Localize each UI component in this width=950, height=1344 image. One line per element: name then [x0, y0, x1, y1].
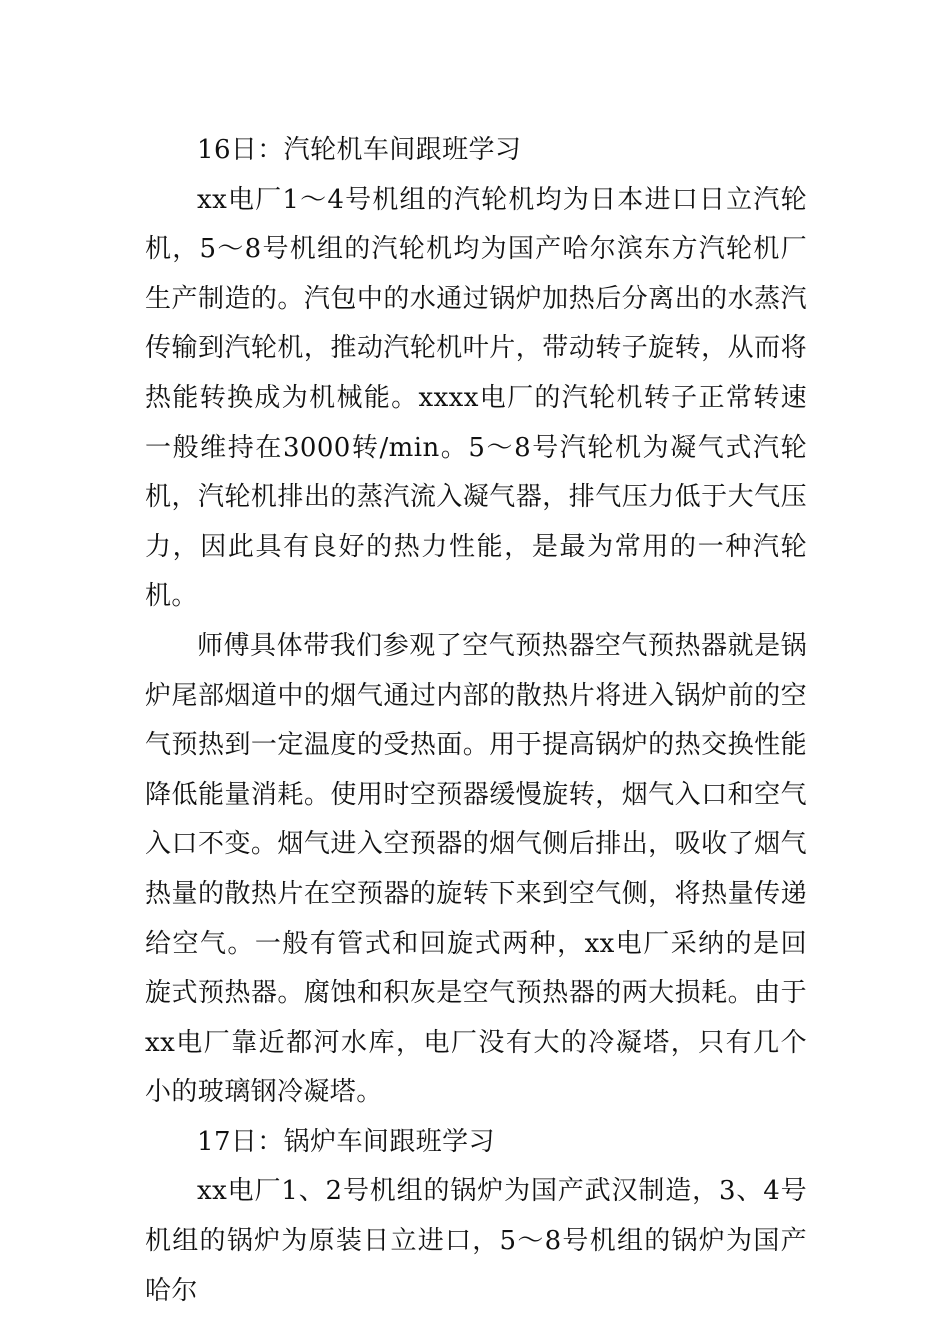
paragraph-air-preheater: 师傅具体带我们参观了空气预热器空气预热器就是锅炉尾部烟道中的烟气通过内部的散热片将进入锅炉前的空气预热到一定温度的受热面。用于提高锅炉的热交换性能降低能量消耗。使用时空预器缓慢旋转，烟气入口和空气入口不变。烟气进入空预器的烟气侧后排出，吸收了烟气热量的散热片在空预器的旋转下来到空气侧，将热量传递给空气。一般有管式和回旋式两种，xx电厂采纳的是回旋式预热器。腐蚀和积灰是空气预热器的两大损耗。由于xx电厂靠近都河水库，电厂没有大的冷凝塔，只有几个小的玻璃钢冷凝塔。 [145, 630, 807, 1108]
paragraph-turbine: xx电厂1～4号机组的汽轮机均为日本进口日立汽轮机，5～8号机组的汽轮机均为国产哈尔滨东方汽轮机厂生产制造的。汽包中的水通过锅炉加热后分离出的水蒸汽传输到汽轮机，推动汽轮机叶片，带动转子旋转，从而将热能转换成为机械能。xxxx电厂的汽轮机转子正常转速一般维持在3000转/min。5～8号汽轮机为凝气式汽轮机，汽轮机排出的蒸汽流入凝气器，排气压力低于大气压力，因此具有良好的热力性能，是最为常用的一种汽轮机。 [145, 184, 807, 612]
paragraph-boiler: xx电厂1、2号机组的锅炉为国产武汉制造，3、4号机组的锅炉为原装日立进口，5～8号机组的锅炉为国产哈尔 [145, 1176, 807, 1306]
document-body [145, 126, 807, 1316]
paragraph-heading-day16: 16日：汽轮机车间跟班学习 [197, 135, 522, 165]
paragraph-heading-day17: 17日：锅炉车间跟班学习 [197, 1126, 495, 1157]
